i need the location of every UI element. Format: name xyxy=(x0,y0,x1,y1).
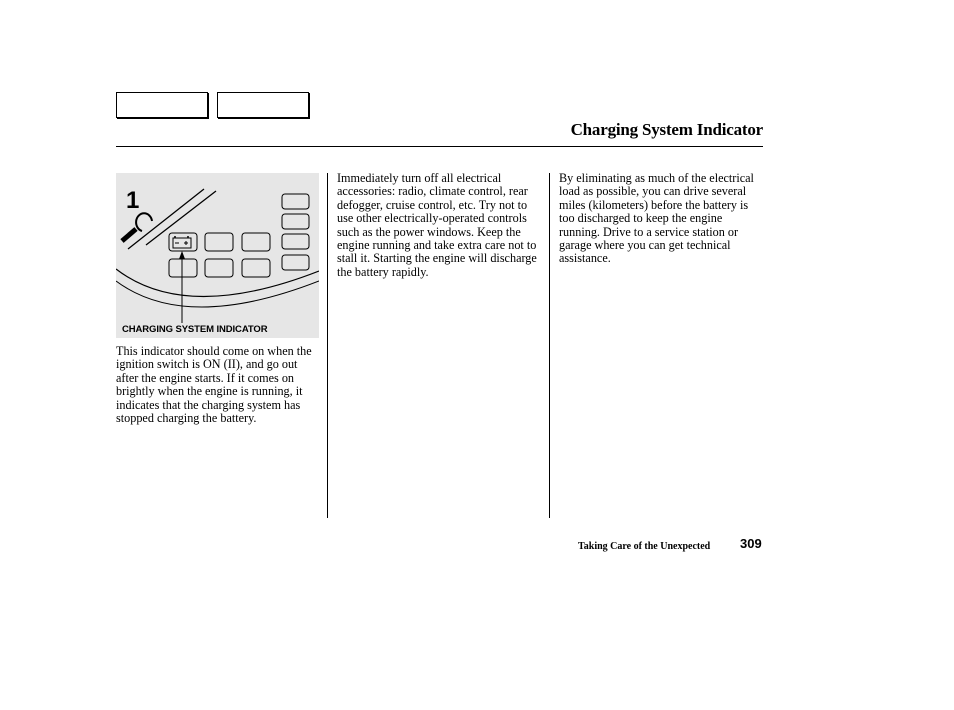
body-text-column-2: Immediately turn off all electrical accessories: radio, climate control, rear defogger, cruise control, etc. Try not to use other electrically-operated controls such as the power windows. Keep the engine running and take extra care not to stall it. Starting the engine will discharge the battery rapidly. xyxy=(337,171,537,279)
indicator-figure xyxy=(116,173,319,338)
indicator-lamp xyxy=(205,259,233,277)
column-divider xyxy=(327,173,328,518)
callout-arrowhead xyxy=(179,251,185,259)
indicator-lamp xyxy=(282,234,309,249)
nav-next-button[interactable] xyxy=(217,92,309,118)
gauge-numeral: 1 xyxy=(126,187,140,214)
indicator-lamp xyxy=(242,259,270,277)
instrument-panel-illustration xyxy=(116,173,319,338)
nav-prev-button[interactable] xyxy=(116,92,208,118)
indicator-lamp xyxy=(282,194,309,209)
figure-caption: CHARGING SYSTEM INDICATOR xyxy=(122,324,268,335)
gauge-redline-mark xyxy=(122,229,136,241)
column-divider xyxy=(549,173,550,518)
indicator-lamp xyxy=(282,214,309,229)
footer-section-title: Taking Care of the Unexpected xyxy=(578,541,711,552)
gauge-digit-fragment xyxy=(136,213,152,231)
body-text-column-3: By eliminating as much of the electrical load as possible, you can drive several miles (kilometers) before the battery is too discharged to keep the engine running. Drive to a service station or garage where you can get technical assistance. xyxy=(559,171,754,266)
title-divider xyxy=(116,146,763,147)
body-text-column-1: This indicator should come on when the ignition switch is ON (II), and go out after the engine starts. If it comes on brightly when the engine is running, it indicates that the charging system has stopped charging the battery. xyxy=(116,344,312,426)
page-title: Charging System Indicator xyxy=(570,120,763,139)
page-number: 309 xyxy=(740,536,762,551)
indicator-lamp xyxy=(282,255,309,270)
indicator-lamp xyxy=(205,233,233,251)
indicator-lamp xyxy=(242,233,270,251)
indicator-lamp xyxy=(169,259,197,277)
dashboard-arc xyxy=(116,281,319,307)
